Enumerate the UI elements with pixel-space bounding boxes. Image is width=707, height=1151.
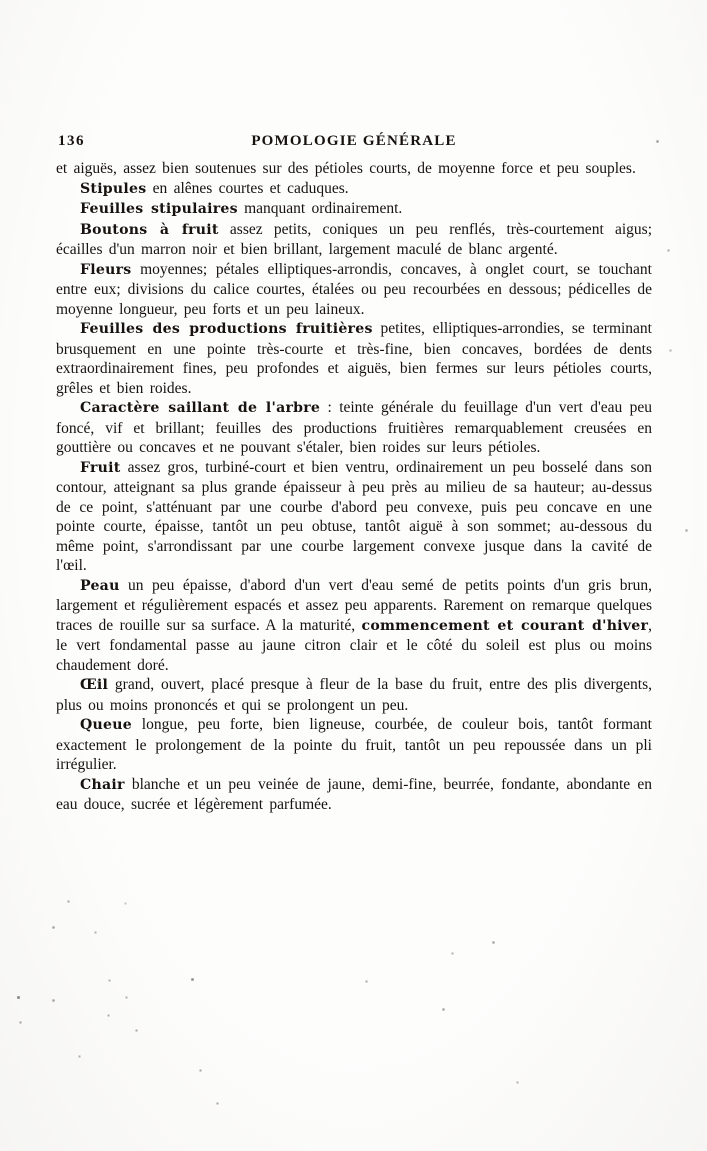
bold-phrase-maturity-season: commencement et courant d'hiver <box>361 617 649 634</box>
paragraph-text: , le vert fondamental passe au jaune citron clair et le côté du soleil est plus ou moins chaudement doré. <box>56 616 652 674</box>
paragraph-text: manquant ordinairement. <box>237 200 403 217</box>
paragraph-text: moyennes; pétales elliptiques-arrondis, concaves, à onglet court, se touchant entre eux; divisions du calice courtes, étalées ou peu recourbées en dessous; pédicelles de moyenne longueur, peu forts et un peu laineux. <box>56 260 652 318</box>
paragraph-caractere-saillant <box>56 398 652 458</box>
lead-word-chair: Chair <box>80 776 125 793</box>
text-block <box>56 159 652 815</box>
lead-word-feuilles-productions: Feuilles des productions fruitières <box>80 321 373 337</box>
scan-noise <box>0 0 1 1</box>
lead-word-fleurs: Fleurs <box>80 261 132 278</box>
lead-word-oeil: Œil <box>80 677 109 693</box>
paragraph-fruit <box>56 458 652 576</box>
running-title: POMOLOGIE GÉNÉRALE <box>251 133 457 149</box>
paragraph-text: et aiguës, assez bien soutenues sur des pétioles courts, de moyenne force et peu souples. <box>56 160 636 177</box>
paragraph-text: longue, peu forte, bien ligneuse, courbée, de couleur bois, tantôt formant exactement le prolongement de la pointe du fruit, tantôt un peu repoussée dans un pli irrégulier. <box>56 716 652 773</box>
paragraph-text: blanche et un peu veinée de jaune, demi-fine, beurrée, fondante, abondante en eau douce, sucrée et légèrement parfumée. <box>56 775 652 813</box>
paragraph-text: grand, ouvert, placé presque à fleur de la base du fruit, entre des plis divergents, plus ou moins prononcés et qui se prolongent un peu. <box>56 676 652 714</box>
paragraph-text: : teinte générale du feuillage d'un vert d'eau peu foncé, vif et brillant; feuilles des productions fruitières remarquablement creusées en gouttière ou concaves et ne pouvant s'étaler, bien roides sur leurs pétioles. <box>56 399 652 456</box>
paragraph-chair <box>56 775 652 815</box>
paragraph-text: assez petits, coniques un peu renflés, très-courtement aigus; écailles d'un marron noir et bien brillant, largement maculé de blanc argenté. <box>56 220 653 258</box>
lead-word-peau: Peau <box>80 577 120 594</box>
lead-word-queue: Queue <box>80 717 132 733</box>
page-number: 136 <box>58 133 85 149</box>
paragraph-oeil <box>56 675 652 715</box>
lead-word-feuilles-stipulaires: Feuilles stipulaires <box>80 201 238 217</box>
paragraph-queue <box>56 715 652 775</box>
page-header <box>56 133 652 150</box>
paragraph-text: assez gros, turbiné-court et bien ventru, ordinairement un peu bosselé dans son contour, atteignant sa plus grande épaisseur à peu près au milieu de sa hauteur; au-dessus de ce point, s'atténuant par une courbe d'abord peu convexe, puis peu concave en une pointe courte, épaisse, tantôt un peu obtuse, tantôt aiguë à son sommet; au-dessous du même point, s'arrondissant par une courbe largement convexe jusque dans la cavité de l'œil. <box>56 458 652 574</box>
paragraph-fleurs <box>56 260 652 320</box>
paragraph-boutons-a-fruit <box>56 220 652 260</box>
paragraph-feuilles-productions <box>56 319 652 398</box>
lead-word-caractere-saillant: Caractère saillant de l'arbre <box>80 400 321 416</box>
lead-word-fruit: Fruit <box>80 459 121 476</box>
lead-word-stipules: Stipules <box>80 180 147 197</box>
paragraph-peau <box>56 576 652 676</box>
paragraph-continuation <box>56 159 652 179</box>
paragraph-feuilles-stipulaires <box>56 199 652 220</box>
paragraph-text: en alênes courtes et caduques. <box>146 179 349 197</box>
paragraph-text: petites, elliptiques-arrondies, se terminant brusquement en une pointe très-courte et très-fine, bien concaves, bordées de dents extraordinairement fines, peu profondes et aiguës, bien fermes sur leurs pétioles courts, grêles et bien roides. <box>56 320 652 397</box>
paragraph-stipules <box>56 179 652 200</box>
lead-word-boutons-a-fruit: Boutons à fruit <box>80 221 219 238</box>
paragraph-text: un peu épaisse, d'abord d'un vert d'eau semé de petits points d'un gris brun, largement et régulièrement espacés et assez peu apparents. Rarement on remarque quelques traces de rouille sur sa surface. A la maturité, <box>56 576 652 634</box>
